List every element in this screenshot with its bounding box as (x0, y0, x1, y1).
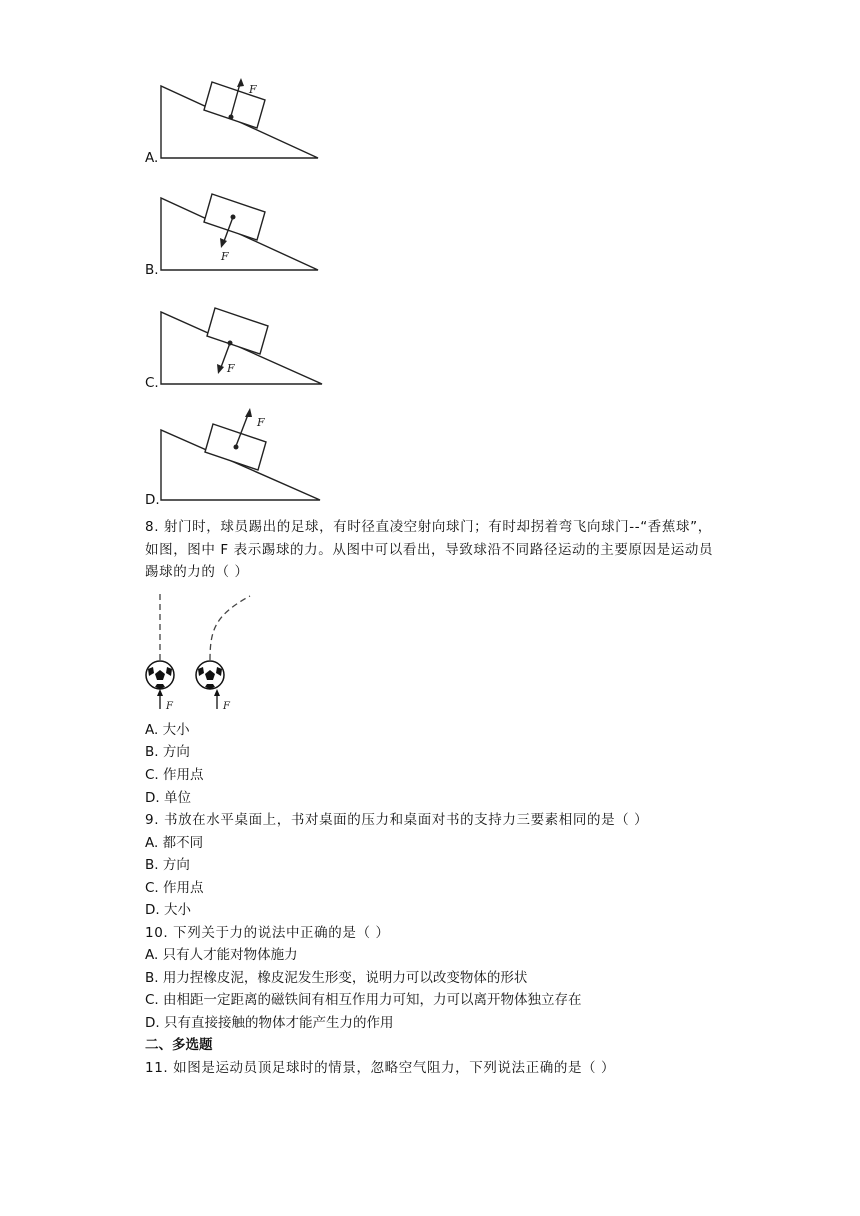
option-label-a: A. (145, 150, 159, 166)
q10-option-d[interactable]: D. 只有直接接触的物体才能产生力的作用 (145, 1015, 394, 1031)
soccer-ball-right-icon (196, 661, 224, 689)
force-label-ball-right: F (223, 701, 230, 712)
soccer-kick-figure (140, 590, 260, 715)
q8-option-b[interactable]: B. 方向 (145, 744, 190, 760)
option-label-c: C. (145, 375, 159, 391)
force-label-ball-left: F (166, 701, 173, 712)
incline-figure-a (155, 74, 330, 166)
q8-option-d[interactable]: D. 单位 (145, 790, 191, 806)
q8-option-c[interactable]: C. 作用点 (145, 767, 204, 783)
q9-option-a[interactable]: A. 都不同 (145, 835, 204, 851)
incline-figure-d (155, 404, 330, 504)
question-10-text: 10. 下列关于力的说法中正确的是（ ） (145, 925, 390, 941)
question-11-text: 11. 如图是运动员顶足球时的情景，忽略空气阻力，下列说法正确的是（ ） (145, 1060, 616, 1076)
q9-option-d[interactable]: D. 大小 (145, 902, 191, 918)
soccer-ball-left-icon (146, 661, 174, 689)
force-label-a: F (249, 83, 257, 96)
q9-option-b[interactable]: B. 方向 (145, 857, 190, 873)
q8-option-a[interactable]: A. 大小 (145, 722, 190, 738)
q10-option-c[interactable]: C. 由相距一定距离的磁铁间有相互作用力可知，力可以离开物体独立存在 (145, 992, 582, 1008)
question-9-text: 9. 书放在水平桌面上，书对桌面的压力和桌面对书的支持力三要素相同的是（ ） (145, 812, 649, 828)
q10-option-a[interactable]: A. 只有人才能对物体施力 (145, 947, 298, 963)
force-label-d: F (257, 416, 265, 429)
option-label-d: D. (145, 492, 160, 508)
section-2-title: 二、多选题 (145, 1037, 213, 1053)
q10-option-b[interactable]: B. 用力捏橡皮泥，橡皮泥发生形变，说明力可以改变物体的形状 (145, 970, 528, 986)
force-label-b: F (221, 250, 229, 263)
incline-figure-c (155, 300, 330, 392)
option-label-b: B. (145, 262, 159, 278)
question-8-text: 8. 射门时，球员踢出的足球，有时径直凌空射向球门；有时却拐着弯飞向球门--“香蕉球”，如图，图中 F 表示踢球的力。从图中可以看出，导致球沿不同路径运动的主要原因是运动员踢球的力的（ ） (145, 519, 714, 580)
incline-figure-b (155, 186, 330, 278)
q9-option-c[interactable]: C. 作用点 (145, 880, 204, 896)
force-label-c: F (227, 362, 235, 375)
